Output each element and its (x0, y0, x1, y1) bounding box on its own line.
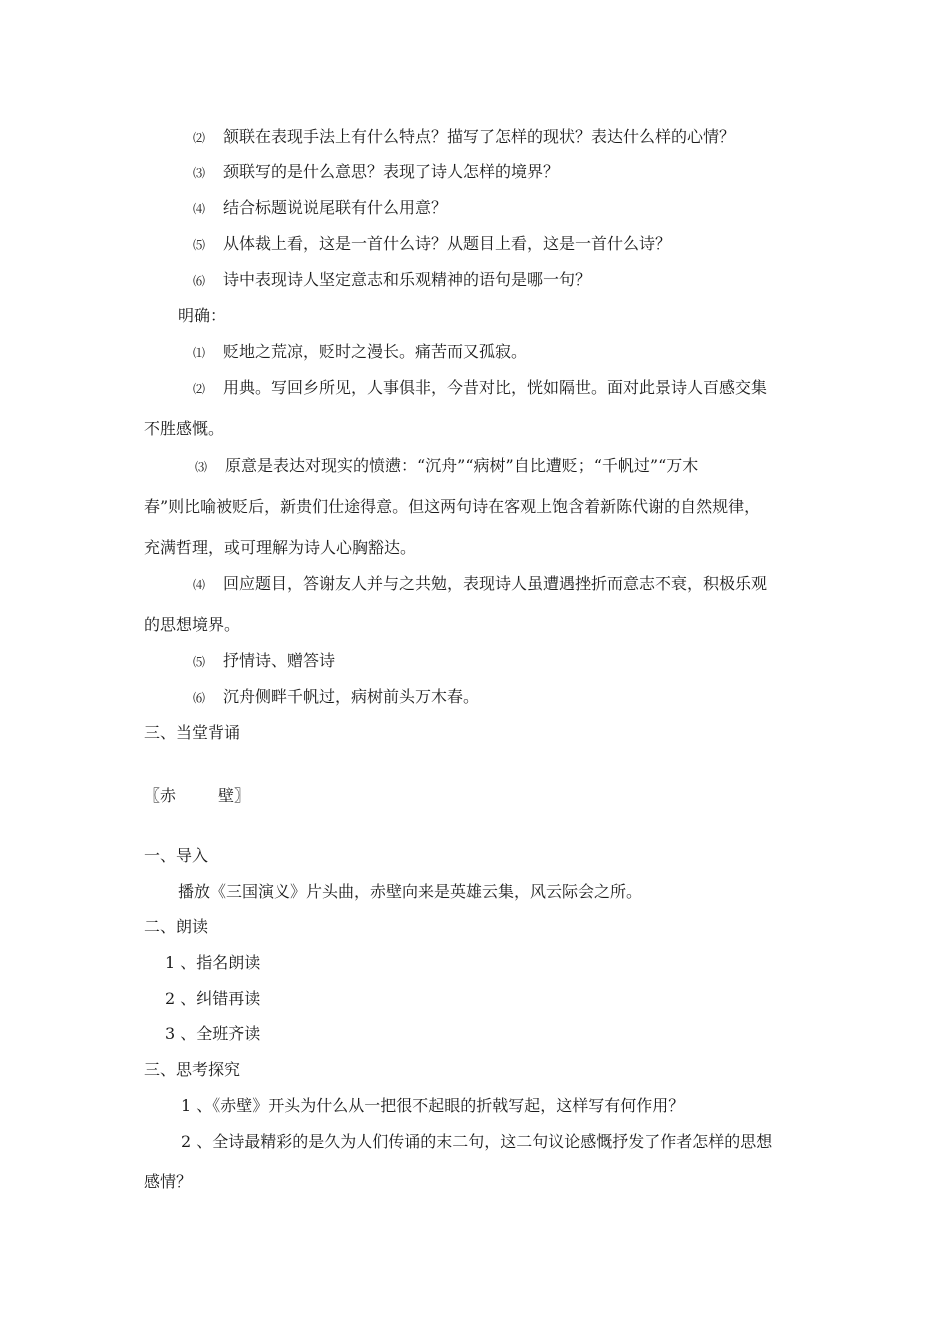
explore-question-2-line-1: 2 、全诗最精彩的是久为人们传诵的末二句，这二句议论感慨抒发了作者怎样的思想 (181, 1132, 773, 1151)
question-number: ⑵ (193, 131, 206, 145)
explore-question-1: 1 、《赤壁》开头为什么从一把很不起眼的折戟写起，这样写有何作用？ (181, 1096, 685, 1115)
answer-text: 回应题目，答谢友人并与之共勉，表现诗人虽遭遇挫折而意志不衰，积极乐观 (223, 574, 768, 593)
answer-4-line-1 (193, 574, 767, 595)
answer-4-line-2: 的思想境界。 (144, 615, 241, 634)
answer-number: ⑷ (193, 578, 206, 592)
answer-number: ⑴ (193, 346, 206, 360)
answer-number: ⑵ (193, 382, 206, 396)
reading-item: 1 、指名朗读 (165, 953, 261, 972)
answer-number: ⑹ (193, 691, 206, 705)
question-6 (193, 270, 591, 291)
reading-item: 3 、全班齐读 (165, 1024, 261, 1043)
poem-title-close: 壁〗 (218, 786, 251, 805)
answer-text: 贬地之荒凉，贬时之漫长。痛苦而又孤寂。 (223, 342, 528, 361)
explore-question-2-line-2: 感情？ (144, 1172, 193, 1191)
section-heading-explore: 三、思考探究 (144, 1060, 241, 1079)
answer-3-line-1 (195, 456, 698, 477)
question-text: 结合标题说说尾联有什么用意？ (223, 198, 448, 217)
question-2 (193, 127, 735, 148)
question-text: 颔联在表现手法上有什么特点？描写了怎样的现状？表达什么样的心情？ (223, 127, 736, 146)
question-number: ⑶ (193, 166, 206, 180)
section-heading-intro: 一、导入 (144, 846, 209, 865)
question-text: 从体裁上看，这是一首什么诗？从题目上看，这是一首什么诗？ (223, 234, 672, 253)
answer-number: ⑸ (193, 655, 206, 669)
poem-title (144, 786, 250, 806)
poem-title-open: 〖赤 (144, 786, 177, 805)
question-3 (193, 162, 559, 183)
answers-label: 明确： (178, 306, 227, 325)
answer-6 (193, 687, 479, 708)
answer-text: 沉舟侧畔千帆过，病树前头万木春。 (223, 687, 480, 706)
answer-5 (193, 651, 335, 672)
answer-2-line-1 (193, 378, 767, 399)
answer-3-line-3: 充满哲理，或可理解为诗人心胸豁达。 (144, 538, 417, 557)
question-number: ⑸ (193, 238, 206, 252)
question-4 (193, 198, 447, 219)
question-5 (193, 234, 671, 255)
answer-text: 原意是表达对现实的愤懑：“沉舟”“病树”自比遭贬；“千帆过”“万木 (225, 456, 699, 475)
answer-number: ⑶ (195, 460, 208, 474)
question-text: 颈联写的是什么意思？表现了诗人怎样的境界？ (223, 162, 560, 181)
section-heading-reading: 二、朗读 (144, 917, 209, 936)
answer-text: 用典。写回乡所见，人事俱非，今昔对比，恍如隔世。面对此景诗人百感交集 (223, 378, 768, 397)
answer-2-line-2: 不胜感慨。 (144, 419, 225, 438)
section-heading-recite: 三、当堂背诵 (144, 723, 241, 742)
question-text: 诗中表现诗人坚定意志和乐观精神的语句是哪一句？ (223, 270, 592, 289)
reading-item: 2 、纠错再读 (165, 989, 261, 1008)
answer-1 (193, 342, 527, 363)
question-number: ⑷ (193, 202, 206, 216)
answer-3-line-2: 春”则比喻被贬后，新贵们仕途得意。但这两句诗在客观上饱含着新陈代谢的自然规律， (144, 497, 761, 516)
question-number: ⑹ (193, 274, 206, 288)
intro-text: 播放《三国演义》片头曲，赤壁向来是英雄云集，风云际会之所。 (178, 882, 643, 901)
answer-text: 抒情诗、赠答诗 (223, 651, 336, 670)
